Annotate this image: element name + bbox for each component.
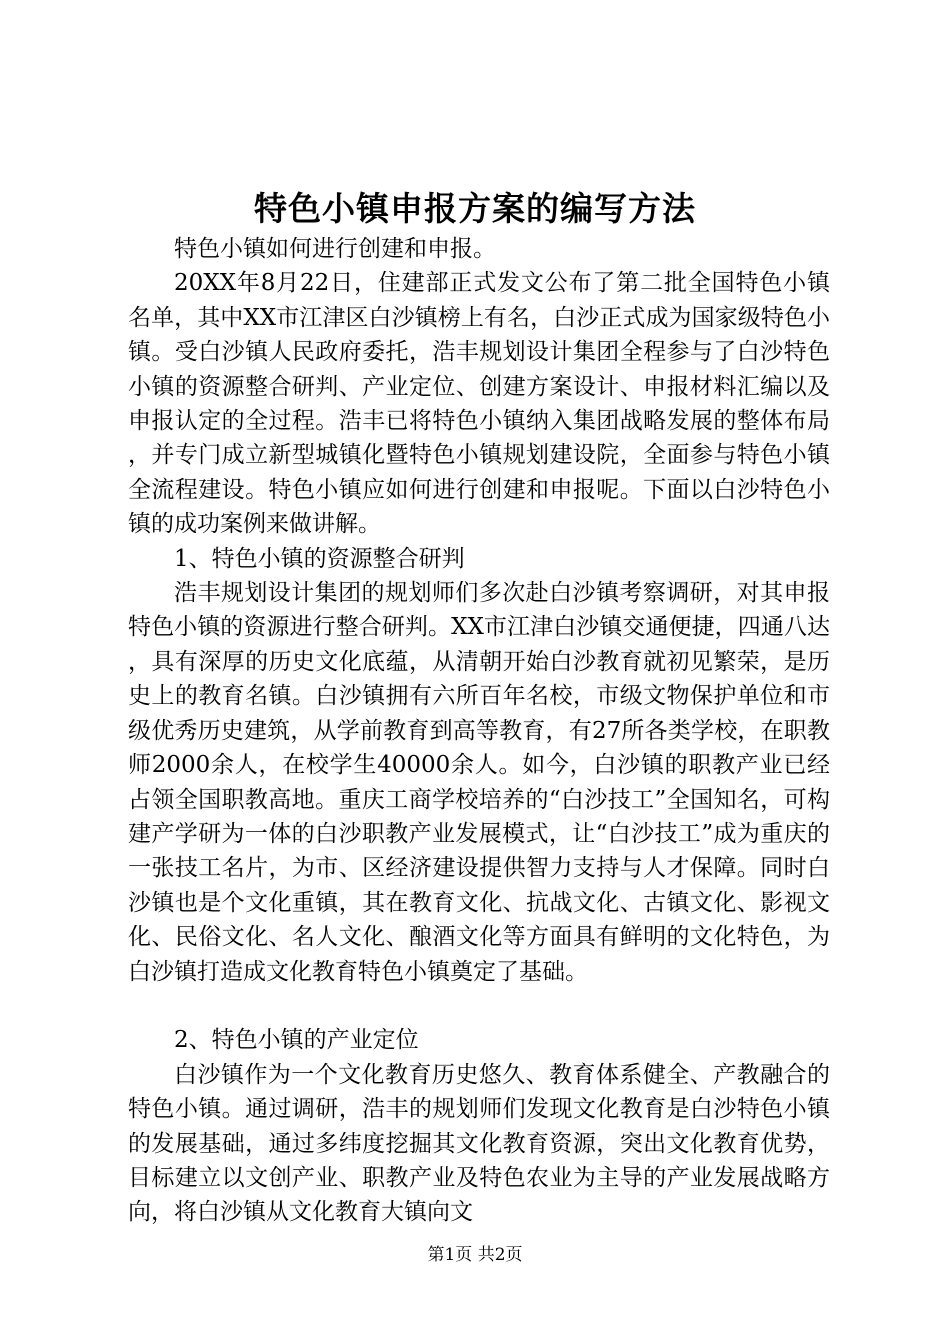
paragraph-resource: 浩丰规划设计集团的规划师们多次赴白沙镇考察调研，对其申报特色小镇的资源进行整合研判。XX市江津白沙镇交通便捷，四通八达，具有深厚的历史文化底蕴，从清朝开始白沙教育就初见繁荣，是历史上的教育名镇。白沙镇拥有六所百年名校，市级文物保护单位和市级优秀历史建筑，从学前教育到高等教育，有27所各类学校，在职教师2000余人，在校学生40000余人。如今，白沙镇的职教产业已经占领全国职教高地。重庆工商学校培养的“白沙技工”全国知名，可构建产学研为一体的白沙职教产业发展模式，让“白沙技工”成为重庆的一张技工名片，为市、区经济建设提供智力支持与人才保障。同时白沙镇也是个文化重镇，其在教育文化、抗战文化、古镇文化、影视文化、民俗文化、名人文化、酿酒文化等方面具有鲜明的文化特色，为白沙镇打造成文化教育特色小镇奠定了基础。 — [128, 580, 830, 985]
paragraph-spacer — [128, 989, 830, 1023]
page-number: 第1页 共2页 — [427, 1245, 523, 1265]
paragraph-intro: 特色小镇如何进行创建和申报。 — [174, 236, 496, 262]
section-heading-industry: 2、特色小镇的产业定位 — [174, 1027, 419, 1054]
document-body — [128, 232, 830, 1230]
paragraph-industry: 白沙镇作为一个文化教育历史悠久、教育体系健全、产教融合的特色小镇。通过调研，浩丰的规划师们发现文化教育是白沙特色小镇的发展基础，通过多纬度挖掘其文化教育资源，突出文化教育优势，目标建立以文创产业、职教产业及特色农业为主导的产业发展战略方向，将白沙镇从文化教育大镇向文 — [128, 1061, 830, 1226]
section-heading-resource: 1、特色小镇的资源整合研判 — [174, 545, 465, 572]
paragraph-background: 20XX年8月22日，住建部正式发文公布了第二批全国特色小镇名单，其中XX市江津区白沙镇榜上有名，白沙正式成为国家级特色小镇。受白沙镇人民政府委托，浩丰规划设计集团全程参与了白沙特色小镇的资源整合研判、产业定位、创建方案设计、申报材料汇编以及申报认定的全过程。浩丰已将特色小镇纳入集团战略发展的整体布局，并专门成立新型城镇化暨特色小镇规划建设院，全面参与特色小镇全流程建设。特色小镇应如何进行创建和申报呢。下面以白沙特色小镇的成功案例来做讲解。 — [128, 270, 830, 538]
document-title: 特色小镇申报方案的编写方法 — [254, 189, 696, 228]
